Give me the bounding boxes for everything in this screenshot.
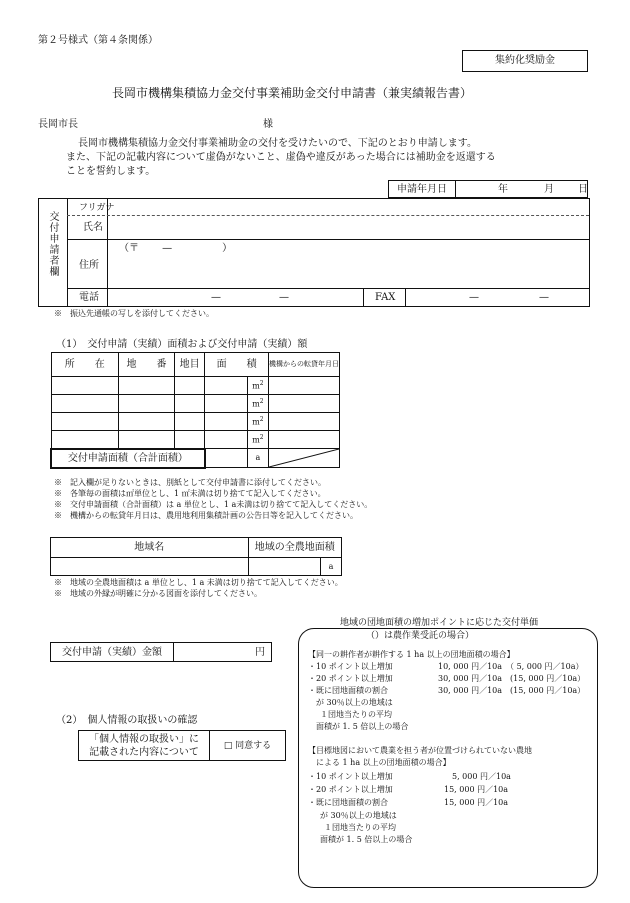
area-input[interactable] <box>205 395 248 413</box>
amount-label: 交付申請（実績）金額 <box>51 643 174 662</box>
type-input[interactable] <box>175 431 205 449</box>
furigana-label: フリガナ <box>79 203 115 213</box>
date-input[interactable] <box>268 395 339 413</box>
unit-m2: $m^2$ <box>247 395 268 413</box>
furigana-input[interactable] <box>109 200 587 214</box>
g1-rate-3-value: 30, 000 円／10a (15, 000 円／10a） <box>438 686 586 695</box>
col-location: 所 在 <box>51 353 119 377</box>
phone-dash-2: — <box>279 292 289 303</box>
col-transfer-date: 機構からの転貸年月日 <box>268 353 339 377</box>
unit-a: a <box>321 558 342 576</box>
amount-unit: 円 <box>255 646 265 658</box>
date-input[interactable] <box>268 377 339 395</box>
privacy-heading: （2） 個人情報の取扱いの確認 <box>56 715 198 726</box>
rates-group2-title-1: 【目標地図において農業を担う者が位置づけられていない農地 <box>308 746 532 755</box>
g2-rate-3-line-2: が 30％以上の地域は <box>320 811 397 820</box>
g2-rate-2-value: 15, 000 円／10a <box>444 785 509 794</box>
total-area-label: 交付申請面積（合計面積） <box>51 449 205 468</box>
applicant-section-label-cell <box>39 199 68 306</box>
rates-title: 地域の団地面積の増加ポイントに応じた交付単価 <box>340 618 539 628</box>
g1-rate-2-value: 30, 000 円／10a (15, 000 円／10a） <box>438 674 586 683</box>
total-date-cell-diagonal <box>268 449 339 468</box>
bank-note: ※ 振込先通帳の写しを添付してください。 <box>54 309 214 318</box>
location-input[interactable] <box>51 377 119 395</box>
address-input[interactable] <box>109 255 587 285</box>
addressee-honorific: 様 <box>263 119 273 130</box>
g1-rate-3-label: ・既に団地面積の割合 <box>308 686 388 695</box>
table-row <box>51 413 340 431</box>
col-area: 面 積 <box>205 353 269 377</box>
g1-rate-1-label: ・10 ポイント以上増加 <box>308 662 393 671</box>
region-name-input[interactable] <box>51 558 249 576</box>
fax-label: FAX <box>375 292 396 303</box>
privacy-table <box>78 730 286 761</box>
date-input[interactable] <box>268 413 339 431</box>
region-note-1: ※ 地域の全農地面積は a 単位とし、1 a 未満は切り捨てて記入してください。 <box>54 578 343 587</box>
form-badge: 集約化奨励金 <box>462 50 588 72</box>
amount-table <box>50 642 272 662</box>
privacy-label-line-2: 記載された内容について <box>89 746 199 758</box>
col-land-type: 地目 <box>175 353 205 377</box>
lot-input[interactable] <box>119 395 175 413</box>
type-input[interactable] <box>175 413 205 431</box>
unit-m2: $m^2$ <box>247 431 268 449</box>
name-label: 氏名 <box>83 222 103 233</box>
lot-input[interactable] <box>119 431 175 449</box>
area-note-4: ※ 機構からの転貸年月日は、農用地利用集積計画の公告日等を記入してください。 <box>54 511 358 520</box>
date-input[interactable] <box>268 431 339 449</box>
g1-rate-3-line-4: 面積が 1. 5 倍以上の場合 <box>316 722 409 731</box>
unit-m2: $m^2$ <box>247 377 268 395</box>
addressee: 長岡市長 <box>38 119 78 130</box>
total-area-input[interactable] <box>205 449 248 468</box>
g2-rate-1-label: ・10 ポイント以上増加 <box>308 772 393 781</box>
privacy-agree-checkbox[interactable]: □ 同意する <box>210 731 286 761</box>
page-title: 長岡市機構集積協力金交付事業補助金交付申請書（兼実績報告書） <box>112 86 473 100</box>
col-region-total-area: 地域の全農地面積 <box>248 538 341 558</box>
location-input[interactable] <box>51 395 119 413</box>
lot-input[interactable] <box>119 413 175 431</box>
g2-rate-2-label: ・20 ポイント以上増加 <box>308 785 393 794</box>
area-input[interactable] <box>205 377 248 395</box>
form-number: 第２号様式（第４条関係） <box>38 35 158 46</box>
type-input[interactable] <box>175 377 205 395</box>
postal-code-field[interactable]: （〒 — ） <box>119 243 233 254</box>
name-input[interactable] <box>109 217 587 237</box>
intro-line-1: 長岡市機構集積協力金交付事業補助金の交付を受けたいので、下記のとおり申請します。 <box>78 138 477 149</box>
rates-group1-title: 【同一の耕作者が耕作する 1 ha 以上の団地面積の場合】 <box>308 650 515 659</box>
region-table <box>50 537 342 576</box>
application-date-row <box>388 180 588 198</box>
area-note-3: ※ 交付申請面積（合計面積）は a 単位とし、1 a未満は切り捨てて記入してください。 <box>54 500 373 509</box>
date-field[interactable] <box>456 181 588 198</box>
unit-a: a <box>247 449 268 468</box>
g2-rate-3-value: 15, 000 円／10a <box>444 798 509 807</box>
day-label: 日 <box>578 184 588 195</box>
g2-rate-3-line-4: 面積が 1. 5 倍以上の場合 <box>320 835 413 844</box>
area-table <box>50 352 340 469</box>
area-input[interactable] <box>205 431 248 449</box>
table-row <box>51 395 340 413</box>
region-area-input[interactable] <box>248 558 320 576</box>
phone-dash-1: — <box>211 292 221 303</box>
amount-input[interactable] <box>174 643 272 662</box>
lot-input[interactable] <box>119 377 175 395</box>
g1-rate-3-line-2: が 30％以上の地域は <box>316 698 393 707</box>
g1-rate-1-value: 10, 000 円／10a （ 5, 000 円／10a） <box>438 662 584 671</box>
phone-input[interactable] <box>109 289 361 305</box>
fax-dash-1: — <box>469 292 479 303</box>
g1-rate-2-label: ・20 ポイント以上増加 <box>308 674 393 683</box>
col-lot-number: 地 番 <box>119 353 175 377</box>
g2-rate-3-line-3: １団地当たりの平均 <box>324 823 396 832</box>
address-label: 住所 <box>79 260 99 271</box>
area-section-heading: （1） 交付申請（実績）面積および交付申請（実績）額 <box>56 339 308 350</box>
phone-label: 電話 <box>79 292 99 303</box>
intro-line-2: また、下記の記載内容について虚偽がないこと、虚偽や違反があった場合には補助金を返還する <box>66 152 496 163</box>
location-input[interactable] <box>51 431 119 449</box>
privacy-label-cell <box>79 731 210 761</box>
applicant-section <box>38 198 590 307</box>
location-input[interactable] <box>51 413 119 431</box>
col-region-name: 地域名 <box>51 538 249 558</box>
rates-group2-title-2: による 1 ha 以上の団地面積の場合】 <box>316 758 451 767</box>
table-row <box>51 431 340 449</box>
g2-rate-1-value: 5, 000 円／10a <box>452 772 511 781</box>
type-input[interactable] <box>175 395 205 413</box>
applicant-section-label: 交付申請者欄 <box>47 211 58 277</box>
unit-m2: $m^2$ <box>247 413 268 431</box>
month-label: 月 <box>544 184 554 195</box>
year-label: 年 <box>498 184 508 195</box>
fax-input[interactable] <box>407 289 587 305</box>
privacy-label-line-1: 「個人情報の取扱い」に <box>89 733 199 745</box>
area-note-2: ※ 各筆毎の面積は㎡単位とし、1 ㎡未満は切り捨てて記入してください。 <box>54 489 326 498</box>
area-note-1: ※ 記入欄が足りないときは、別紙として交付申請書に添付してください。 <box>54 478 326 487</box>
date-label: 申請年月日 <box>389 181 456 198</box>
rates-subtitle: （）は農作業受託の場合） <box>366 631 475 641</box>
region-note-2: ※ 地域の外縁が明確に分かる図面を添付してください。 <box>54 589 262 598</box>
intro-line-3: ことを誓約します。 <box>66 166 156 177</box>
g1-rate-3-line-3: １団地当たりの平均 <box>320 710 392 719</box>
g2-rate-3-label: ・既に団地面積の割合 <box>308 798 388 807</box>
fax-dash-2: — <box>539 292 549 303</box>
area-input[interactable] <box>205 413 248 431</box>
table-row <box>51 377 340 395</box>
